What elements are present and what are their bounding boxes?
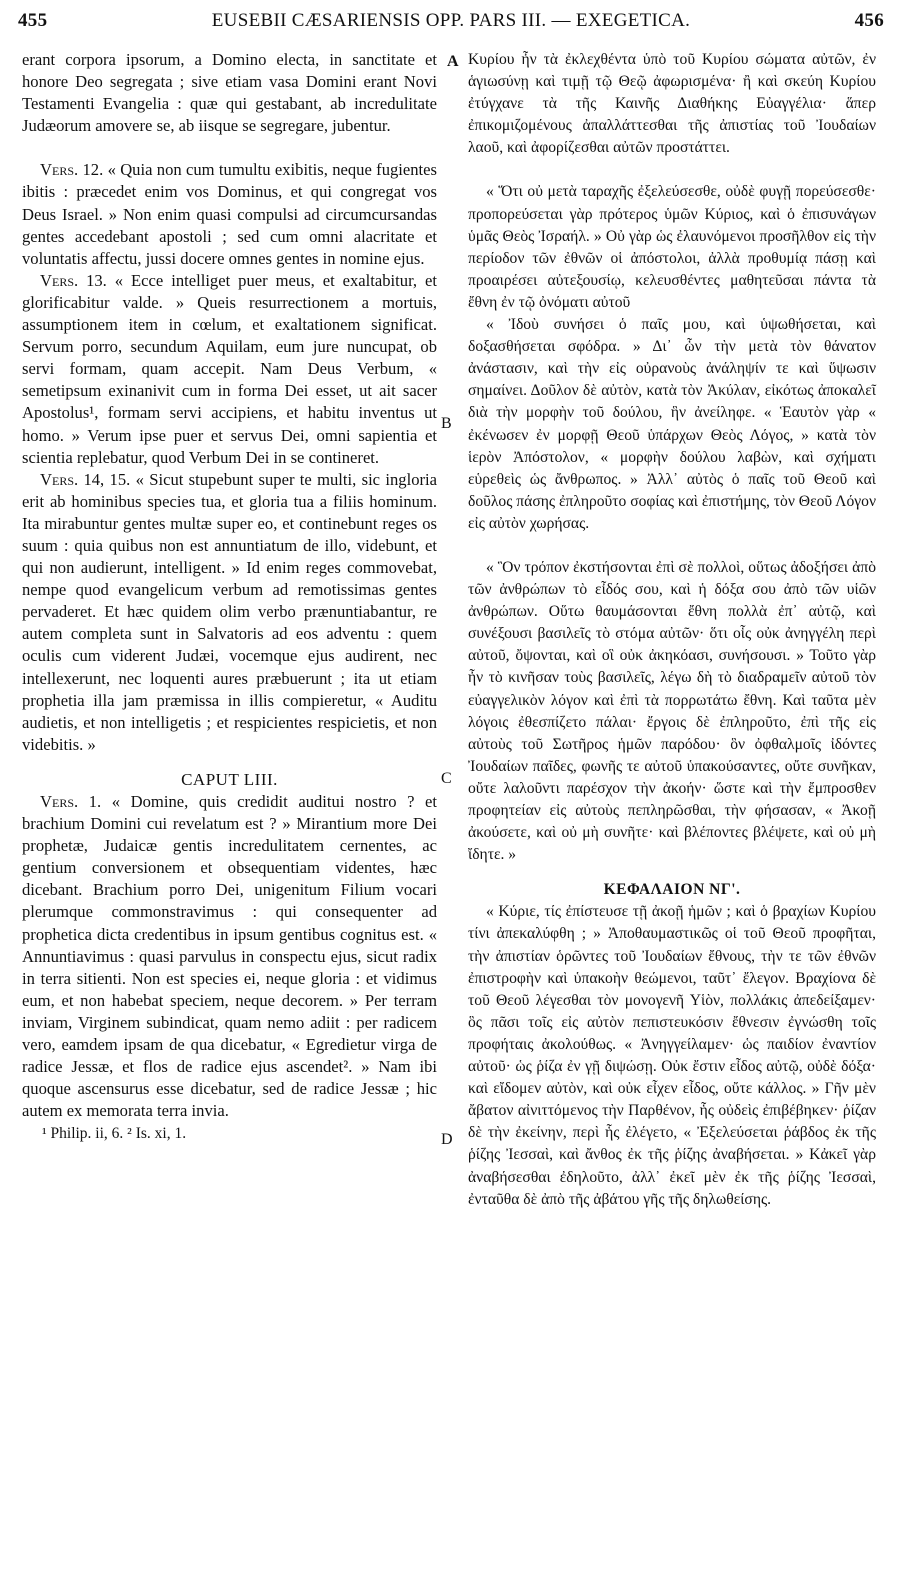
running-header <box>18 10 884 38</box>
greek-paragraph: « Ὅτι οὐ μετὰ ταραχῆς ἐξελεύσεσθε, οὐδὲ φυγῇ πορεύσεσθε· προπορεύσεται γὰρ πρότερος ὑμῶν Κύριος, καὶ ὁ ἐπισυνάγων ὑμᾶς Θεὸς Ἰσραήλ. » Οὐ γὰρ ὡς ἐλαυνόμενοι προσῆλθον εἰς τὴν περίοδον τῶν ἐθνῶν οἱ ἀπόστολοι, ἀλλὰ προθυμίᾳ πάσῃ καὶ προαιρέσει αὐτεξουσίῳ, κελευσθέντες μαθητεῦσαι πάντα τὰ ἔθνη ἐν τῷ ὀνόματι αὐτοῦ <box>468 183 876 311</box>
latin-paragraph: erant corpora ipsorum, a Domino electa, in sanctitate et honore Deo segregata ; sive etiam vasa Domini erant Novi Testamenti Evangelia : quæ qui gestabant, ab incredulitate Judæorum amovere se, ab iisque se segregare, jubentur. <box>22 50 437 136</box>
page-number-left: 455 <box>18 10 48 31</box>
verse-text: « Quia non cum tumultu exibitis, neque fugientes ibitis : præcedet enim vos Dominus, et qui congregat vos Deus Israel. » Non enim quasi compulsi ad circumcursandas gentes accedebant apostoli ; sed cum omni alacritate et voluntatis affectu, jussi docere omnes gentes in nomine ejus. <box>22 160 437 268</box>
chapter-heading-latin: CAPUT LIII. <box>181 769 278 789</box>
latin-paragraph <box>22 791 437 1122</box>
chapter-heading-greek: ΚΕΦΑΛΑΙΟΝ ΝΓ'. <box>603 881 741 899</box>
latin-column <box>22 49 437 1146</box>
greek-paragraph: Κυρίου ἦν τὰ ἐκλεχθέντα ὑπὸ τοῦ Κυρίου σώματα αὐτῶν, ἐν ἁγιωσύνῃ καὶ τιμῇ τῷ Θεῷ ἀφωρισμένα· ἢ καὶ σκεύη Κυρίου ἐτύγχανε τὰ τῆς Καινῆς Διαθήκης Εὐαγγέλια· ἅπερ ἐπικομιζομένους ἀπαλλάττεσθαι τῆς ἀπιστίας τοῦ Ἰουδαίων λαοῦ, καὶ ἀφορίζεσθαι αὐτῶν προστάττει. <box>468 51 876 157</box>
margin-marker-d: D <box>441 1131 453 1148</box>
verse-label: Vers. 13. <box>40 270 107 290</box>
verse-text: « Sicut stupebunt super te multi, sic ingloria erit ab hominibus species tua, et gloria tua a filiis hominum. Ita mirabuntur gentes multæ super eo, et continebunt reges os suum : quia quibus non est annuntiatum de illo, videbunt, et qui non audierunt, intelligent. » Id enim reges commovebat, nempe quod evangelicum verbum ad remotissimas gentes pervaderet. Et hæc quidem olim verbo prænuntiabantur, re autem completa sunt in Salvatoris ad eos adventu : quem oculis cum viderent Judæi, vocemque ejus audirent, nec intellexerunt, nec loquenti aures præbuerunt ; ita ut etiam prophetia illa jam præmissa in illis compieretur, « Auditu audietis, et non intelligetis ; et respicientes respicietis, et non videbitis. » <box>22 469 437 754</box>
margin-marker-a: A <box>447 53 459 70</box>
greek-column <box>468 49 876 1211</box>
verse-label: Vers. 1. <box>40 792 102 811</box>
verse-text: « Domine, quis credidit auditui nostro ? et brachium Domini cui revelatum est ? » Mirantium more Dei prophetæ, Judaicæ gentis incredulitatem cernentes, ac gentium conversionem et obsequentiam videntes, hæc dicebant. Brachium porro Dei, unigenitum Filium vocari plerumque commonstravimus : qui consequenter ad prophetica dicta credentibus in ipsum gentibus cognitus est. « Annuntiavimus : quasi parvulus in conspectu ejus, sicut radix in terra sitienti. Non est species ei, neque gloria : et vidimus eum, et non habebat speciem, neque decorem. » Per terram inviam, Virginem subindicat, quam nemo adiit : per radicem vero, eamdem ipsam de qua dicebatur, « Egredietur virga de radice Jessæ, et flos de radice ejus ascendet². » Nam ibi quoque ascensurus esse dicebatur, sed de radice Jessæ ; hic autem ex memorata terra invia. <box>22 792 438 1121</box>
latin-paragraph <box>22 270 437 469</box>
greek-paragraph: « Ἰδοὺ συνήσει ὁ παῖς μου, καὶ ὑψωθήσεται, καὶ δοξασθήσεται σφόδρα. » Δι᾽ ὧν τὴν μετὰ τὸν θάνατον ἀνάστασιν, καὶ τὴν εἰς οὐρανοὺς ἀνάληψίν τε καὶ ὕψωσιν σημαίνει. Δοῦλον δὲ αὐτὸν, κατὰ τὸν Ἀκύλαν, εἰκότως ἀποκαλεῖ διὰ τὴν μορφὴν τοῦ δούλου, ἣν ἀνείληφε. « Ἑαυτὸν γὰρ « ἐκένωσεν ἐν μορφῇ Θεοῦ ὑπάρχων Θεὸς Λόγος, » κατὰ τὸν ἱερὸν Ἀπόστολον, « μορφὴν δούλου λαβὼν, καὶ σχήματι εὑρεθεὶς ὡς ἄνθρωπος. » Ἀλλ᾽ αὐτὸς ὁ παῖς τοῦ Θεοῦ καὶ δοῦλος πάσης ἐπληροῦτο σοφίας καὶ ἐπιστήμης, τὸν Θεοῦ Λόγον εἰς αὐτὸν χωρήσας. <box>468 316 877 532</box>
margin-marker-c: C <box>441 770 452 787</box>
latin-paragraph <box>22 469 437 756</box>
greek-paragraph: « Ὃν τρόπον ἐκστήσονται ἐπὶ σὲ πολλοὶ, οὕτως ἀδοξήσει ἀπὸ τῶν ἀνθρώπων τὸ εἶδός σου, καὶ ἡ δόξα σου ἀπὸ τῶν υἱῶν ἀνθρώπων. Οὕτω θαυμάσονται ἔθνη πολλὰ ἐπ᾽ αὐτῷ, καὶ συνέξουσι βασιλεῖς τὸ στόμα αὐτῶν· ὅτι οἷς οὐκ ἀνηγγέλη περὶ αὐτοῦ, ὄψονται, καὶ οἳ οὐκ ἀκηκόασι, συνήσουσι. » Τοῦτο γὰρ ἦν τὸ κινῆσαν τοὺς βασιλεῖς, λέγω δὴ τὸ διαδραμεῖν αὐτοῦ τὸν εὐαγγελικὸν λόγον καὶ ἐπὶ τὰ πορρωτάτω ἔθνη. Καὶ ταῦτα μὲν λόγοις ἐθεσπίζετο πάλαι· ἔργοις δὲ ἐπληροῦτο, ἐπὶ τῆς εἰς αὐτοὺς τοῦ Σωτῆρος ἡμῶν παρόδου· ὃν ὀφθαλμοῖς ἰδόντες Ἰουδαίων παῖδες, φωνῆς τε αὐτοῦ ὑπακούσαντες, οὔτε συνῆκαν, οὔτε λαλοῦντι παρέσχον τὴν ἀκοήν· ὥστε καὶ τὴν ἔμπροσθεν προφητείαν εἰς αὐτοὺς πεπληρῶσθαι, τὴν φήσασαν, « Ἀκοῇ ἀκούσετε, καὶ οὐ μὴ συνῆτε· καὶ βλέποντες βλέψετε, καὶ οὐ μὴ ἴδητε. » <box>468 558 876 864</box>
greek-paragraph: « Κύριε, τίς ἐπίστευσε τῇ ἀκοῇ ἡμῶν ; καὶ ὁ βραχίων Κυρίου τίνι ἀπεκαλύφθη ; » Ἀποθαυμαστικῶς οἱ τοῦ Θεοῦ προφῆται, τὴν ἀπιστίαν ὁρῶντες τοῦ Ἰουδαίων ἔθνους, τὴν τε τῶν ἐθνῶν ἐπιστροφὴν καὶ ὑπακοὴν θεώμενοι, ταῦτ᾽ ἔλεγον. Βραχίονα δὲ τοῦ Θεοῦ λέγεσθαι τὸν μονογενῆ Υἱὸν, πολλάκις ἀπεδείξαμεν· ὃς πᾶσι τοῖς εἰς αὐτὸν πεπιστευκόσιν ἔθνεσιν ἐγνώσθη τοῖς προφήταις ἀκολούθως. « Ἀνηγγείλαμεν· ὡς παιδίον ἐναντίον αὐτοῦ· ὡς ῥίζα ἐν γῇ διψώσῃ. Οὐκ ἔστιν εἶδος αὐτῷ, οὐδὲ δόξα· καὶ εἴδομεν αὐτὸν, καὶ οὐκ εἶχεν εἶδος, οὔτε κάλλος. » Γῆν μὲν ἄβατον αἰνιττόμενος τὴν Παρθένον, ἧς οὐδεὶς ἐπιβέβηκεν· ῥίζαν δὲ τὴν ἐκείνην, περὶ ἧς ἐλέγετο, « Ἐξελεύσεται ῥάβδος ἐκ τῆς ῥίζης Ἰεσσαὶ, καὶ ἄνθος ἐκ τῆς ῥίζης ἀναβήσεται. » Κἀκεῖ γὰρ ἀναβήσεσθαι ἐδηλοῦτο, ἀλλ᾽ ἐκεῖ μὲν ἐκ τῆς ῥίζης Ἰεσσαὶ, ἐνταῦθα δὲ ἀπὸ τῆς ἀβάτου γῆς τῆς δηλωθείσης. <box>468 903 876 1208</box>
margin-marker-b: B <box>441 415 452 432</box>
running-title: EUSEBII CÆSARIENSIS OPP. PARS III. — EXEGETICA. <box>211 10 691 31</box>
latin-paragraph <box>22 159 437 269</box>
verse-label: Vers. 14, 15. <box>40 469 131 489</box>
footnotes: ¹ Philip. ii, 6. ² Is. xi, 1. <box>42 1125 187 1143</box>
verse-label: Vers. 12. <box>40 160 104 180</box>
page-number-right: 456 <box>854 10 884 31</box>
verse-text: « Ecce intelliget puer meus, et exaltabitur, et glorificabitur valde. » Queis resurrectionem a mortuis, assumptionem item in cœlum, et exaltationem significat. Servum porro, secundum Aquilam, eum jure nuncupat, ob servi formam, quam accepit. Nam Deus Verbum, « semetipsum exinanivit cum in forma Dei esset, ut ait sacer Apostolus¹, formam servi accipiens, et habitu inventus ut homo. » Verum ipse puer et servus Dei, omni sapientia et scientia replebatur, quod Verbum Dei in se contineret. <box>22 270 437 467</box>
